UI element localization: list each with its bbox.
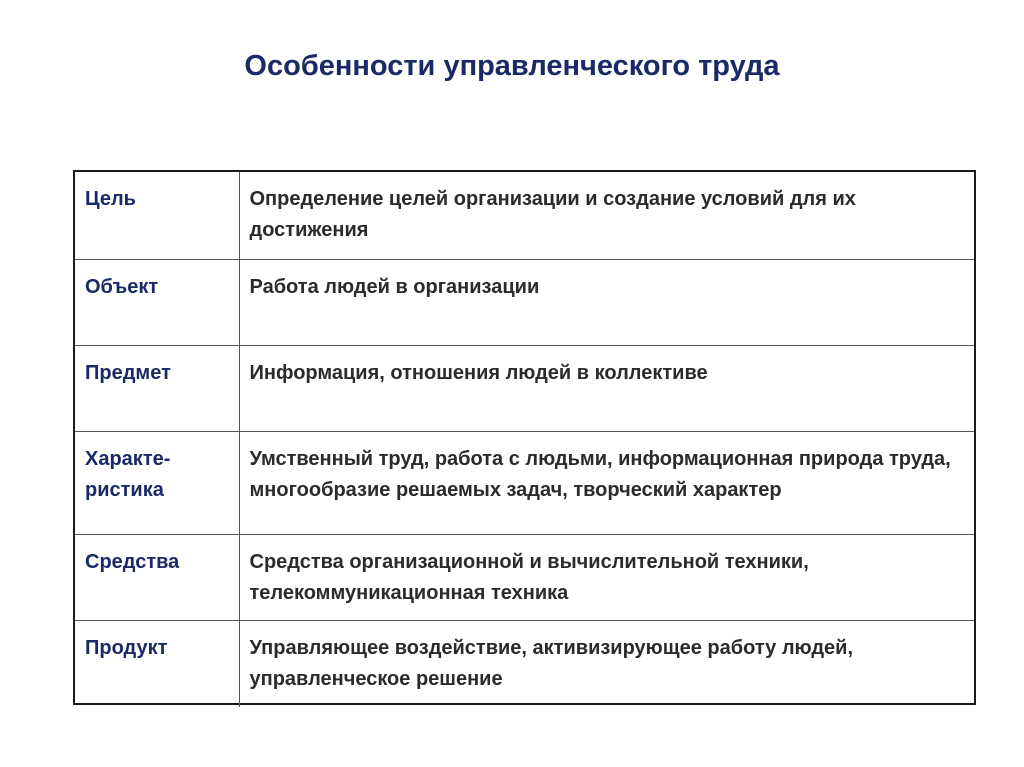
features-table-grid — [75, 172, 974, 707]
page-title: Особенности управленческого труда — [244, 50, 780, 82]
table-row — [75, 259, 974, 345]
row-description: Работа людей в организации — [239, 259, 974, 345]
row-term-line: ристика — [85, 478, 164, 501]
table-row — [75, 534, 974, 620]
table-row — [75, 431, 974, 534]
row-description: Средства организационной и вычислительной техники, телекоммуникационная техника — [239, 534, 974, 620]
features-table — [73, 170, 976, 705]
row-term: Цель — [75, 172, 239, 259]
row-description: Управляющее воздействие, активизирующее работу людей, управленческое решение — [239, 620, 974, 707]
row-term-line: Характе- — [85, 447, 171, 470]
row-term: Предмет — [75, 345, 239, 431]
row-term: Средства — [75, 534, 239, 620]
row-description: Определение целей организации и создание условий для их достижения — [239, 172, 974, 259]
table-row — [75, 620, 974, 707]
row-term: Объект — [75, 259, 239, 345]
table-row — [75, 345, 974, 431]
row-description: Умственный труд, работа с людьми, информационная природа труда, многообразие решаемых задач, творческий характер — [239, 431, 974, 534]
row-term: Продукт — [75, 620, 239, 707]
table-row — [75, 172, 974, 259]
row-description: Информация, отношения людей в коллективе — [239, 345, 974, 431]
row-term — [75, 431, 239, 534]
